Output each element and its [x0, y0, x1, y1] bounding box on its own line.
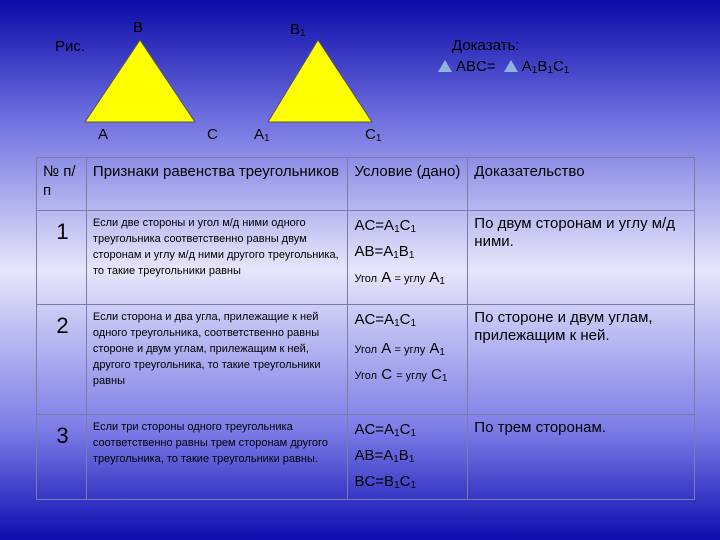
vertex-b: B	[133, 19, 144, 36]
row-number: 3	[37, 415, 87, 500]
table-row	[37, 305, 695, 415]
prove-title: Доказать:	[452, 37, 520, 54]
vertex-a: A	[98, 126, 109, 143]
vertex-c1: $C_1$	[365, 126, 382, 144]
prove-statement: $ABC= A_1B_1C_1$	[438, 58, 569, 76]
criteria-table	[36, 157, 695, 500]
triangle-icon	[438, 60, 452, 72]
figure-caption: Рис.	[55, 38, 86, 55]
row-proof: По трем сторонам.	[468, 415, 695, 500]
header-num: № п/п	[37, 158, 87, 211]
row-condition: $AC=A_1C_1$ $AB=A_1B_1$ Угол A = углу $A_1$	[348, 211, 468, 305]
header-condition: Условие (дано)	[348, 158, 468, 211]
row-number: 1	[37, 211, 87, 305]
header-criteria: Признаки равенства треугольников	[86, 158, 348, 211]
header-proof: Доказательство	[468, 158, 695, 211]
row-condition: $AC=A_1C_1$ Угол A = углу $A_1$ Угол C = углу $C_1$	[348, 305, 468, 415]
triangle-icon	[504, 60, 518, 72]
table-row	[37, 211, 695, 305]
row-proof: По двум сторонам и углу м/д ними.	[468, 211, 695, 305]
row-condition: $AC=A_1C_1$ $AB=A_1B_1$ $BC=B_1C_1$	[348, 415, 468, 500]
row-criteria: Если сторона и два угла, прилежащие к ней одного треугольника, соответственно равны стороне и двум углам, прилежащим к ней, другого треугольника, то такие треугольники равны	[86, 305, 348, 415]
row-criteria: Если три стороны одного треугольника соответственно равны трем сторонам другого треугольника, то такие треугольники равны.	[86, 415, 348, 500]
row-proof: По стороне и двум углам, прилежащим к ней.	[468, 305, 695, 415]
table-row	[37, 415, 695, 500]
table-header-row	[37, 158, 695, 211]
row-number: 2	[37, 305, 87, 415]
row-criteria: Если две стороны и угол м/д ними одного треугольника соответственно равны двум сторонам и углу м/д ними другого треугольника, то такие треугольники равны	[86, 211, 348, 305]
vertex-b1: $B_1$	[290, 21, 306, 39]
triangle-a1b1c1	[268, 40, 372, 122]
vertex-c: C	[207, 126, 218, 143]
vertex-a1: $A_1$	[254, 126, 270, 144]
triangle-abc	[85, 40, 195, 122]
